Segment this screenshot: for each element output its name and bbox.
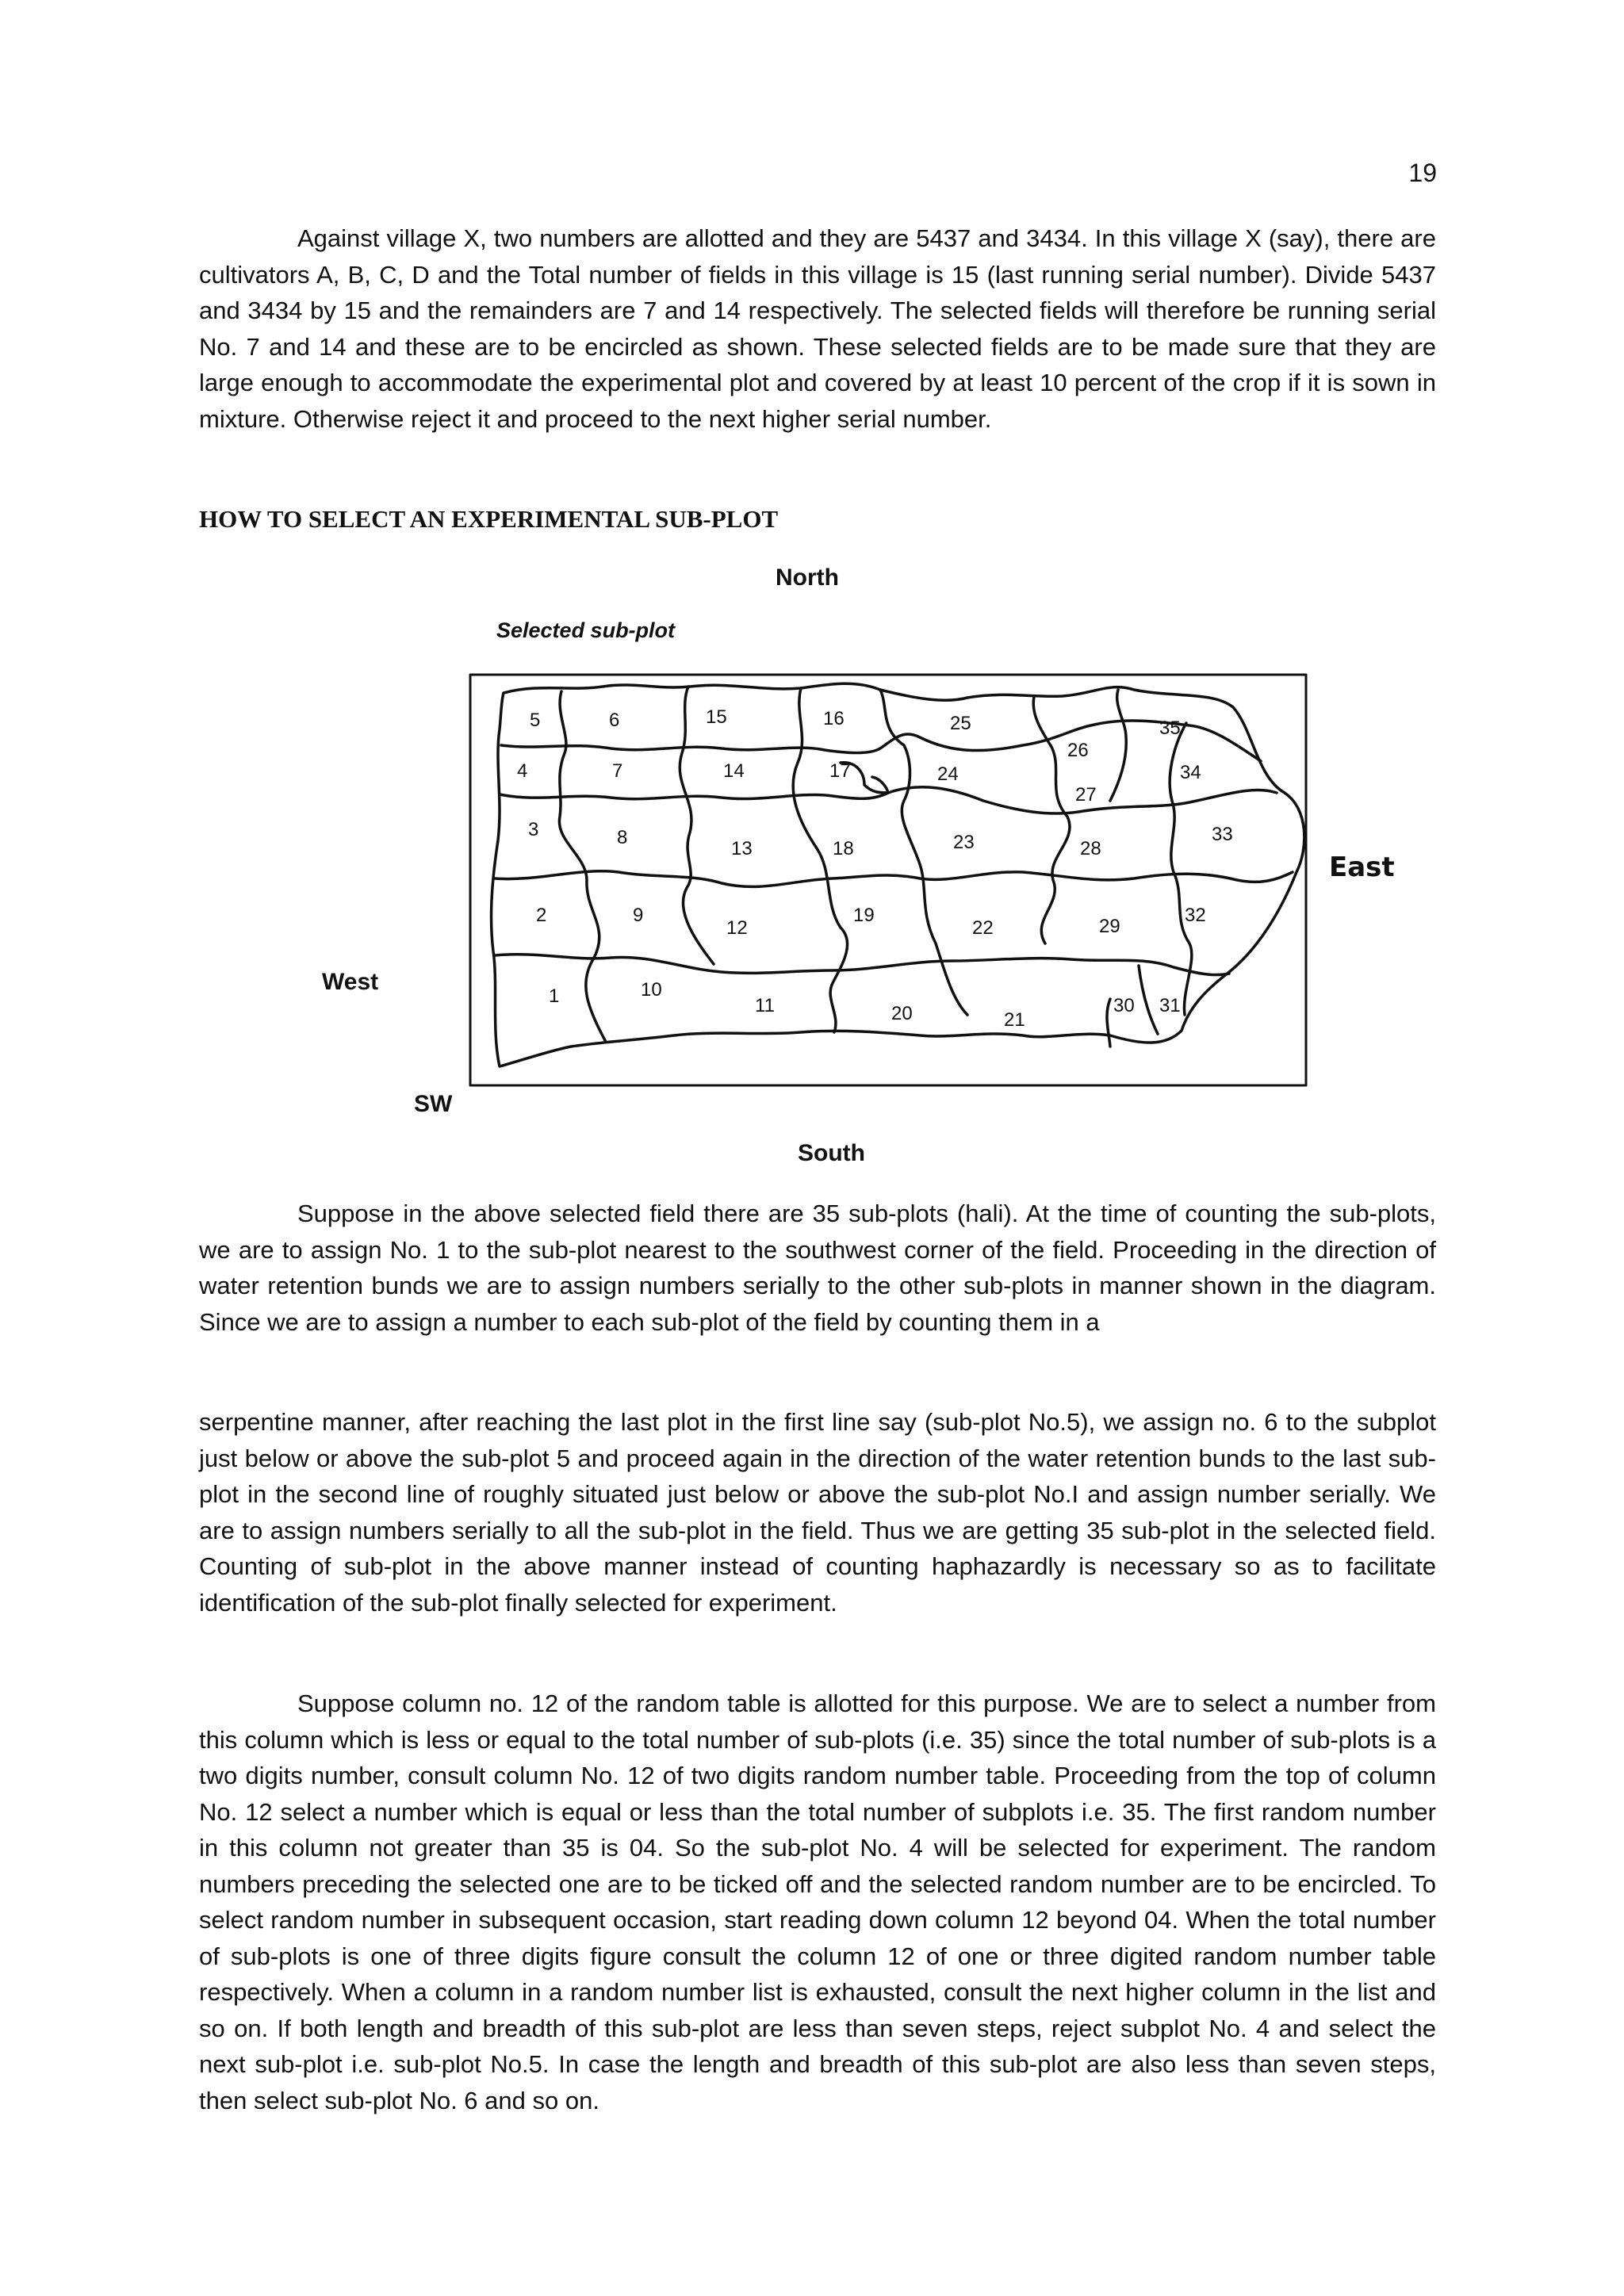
southwest-label: SW <box>414 1091 453 1117</box>
section-heading: HOW TO SELECT AN EXPERIMENTAL SUB-PLOT <box>199 505 779 533</box>
subplot-label-25: 25 <box>950 713 971 734</box>
west-label: West <box>322 969 379 995</box>
subplot-label-13: 13 <box>731 838 753 859</box>
subplot-label-18: 18 <box>833 838 854 859</box>
subplot-label-14: 14 <box>723 760 745 782</box>
subplot-label-33: 33 <box>1212 824 1233 845</box>
subplot-label-17: 17 <box>829 760 851 782</box>
subplot-label-35: 35 <box>1159 718 1181 739</box>
page-number: 19 <box>1408 159 1437 187</box>
subplot-label-32: 32 <box>1185 905 1206 926</box>
subplot-label-19: 19 <box>853 905 875 926</box>
subplot-label-28: 28 <box>1080 838 1101 859</box>
subplot-label-16: 16 <box>823 708 845 729</box>
subplot-label-20: 20 <box>891 1003 913 1024</box>
subplot-label-11: 11 <box>755 995 775 1016</box>
subplot-label-26: 26 <box>1067 740 1089 761</box>
north-label: North <box>776 564 839 591</box>
subplot-label-22: 22 <box>972 917 994 939</box>
subplot-label-10: 10 <box>641 979 662 1001</box>
south-label: South <box>798 1140 865 1166</box>
subplot-label-27: 27 <box>1075 784 1097 806</box>
subplot-label-8: 8 <box>617 827 628 848</box>
subplot-label-29: 29 <box>1099 916 1120 937</box>
paragraph-serpentine-counting: serpentine manner, after reaching the last plot in the first line say (sub-plot No.5), we assign no. 6 to the subplot just below or above the sub-plot 5 and proceed again in the direction of the water retention bunds to the last sub-plot in the second line of roughly situated just below or above the sub-plot No.I and assign number serially. We are to assign numbers serially to all the sub-plot in the field. Thus we are getting 35 sub-plot in the selected field. Counting of sub-plot in the above manner instead of counting haphazardly is necessary so as to facilitate identification of the sub-plot finally selected for experiment. <box>199 1408 1436 1617</box>
paragraph-subplot-counting: Suppose in the above selected field there are 35 sub-plots (hali). At the time of counting the sub-plots, we are to assign No. 1 to the sub-plot nearest to the southwest corner of the field. Proceeding in the direction of water retention bunds we are to assign numbers serially to the other sub-plots in manner shown in the diagram. Since we are to assign a number to each sub-plot of the field by counting them in a <box>199 1200 1436 1336</box>
subplot-label-5: 5 <box>530 710 541 731</box>
subplot-label-31: 31 <box>1159 995 1181 1016</box>
paragraph-village-selection: Against village X, two numbers are allotted and they are 5437 and 3434. In this village X (say), there are cultivators A, B, C, D and the Total number of fields in this village is 15 (last running serial number). Divide 5437 and 3434 by 15 and the remainders are 7 and 14 respectively. The selected fields will therefore be running serial No. 7 and 14 and these are to be encircled as shown. These selected fields are to be made sure that they are large enough to accommodate the experimental plot and covered by at least 10 percent of the crop if it is sown in mixture. Otherwise reject it and proceed to the next higher serial number. <box>199 224 1436 433</box>
east-label: East <box>1329 851 1395 883</box>
subplot-label-6: 6 <box>609 710 620 731</box>
subplot-label-7: 7 <box>612 760 623 782</box>
subplot-label-1: 1 <box>549 985 560 1007</box>
subplot-label-24: 24 <box>937 763 959 785</box>
subplot-label-21: 21 <box>1004 1009 1025 1031</box>
subplot-label-2: 2 <box>536 905 547 926</box>
subplot-label-34: 34 <box>1180 762 1201 783</box>
field-subplot-diagram <box>468 670 1308 1098</box>
paragraph-random-table: Suppose column no. 12 of the random table is allotted for this purpose. We are to select a number from this column which is less or equal to the total number of sub-plots (i.e. 35) since the total number of sub-plots is a two digits number, consult column No. 12 of two digits random number table. Proceeding from the top of column No. 12 select a number which is equal or less than the total number of subplots i.e. 35. The first random number in this column not greater than 35 is 04. So the sub-plot No. 4 will be selected for experiment. The random numbers preceding the selected one are to be ticked off and the selected random number are to be encircled. To select random number in subsequent occasion, start reading down column 12 beyond 04. When the total number of sub-plots is one of three digits figure consult the column 12 of one or three digited random number table respectively. When a column in a random number list is exhausted, consult the next higher column in the list and so on. If both length and breadth of this sub-plot are less than seven steps, reject subplot No. 4 and select the next sub-plot i.e. sub-plot No.5. In case the length and breadth of this sub-plot are also less than seven steps, then select sub-plot No. 6 and so on. <box>199 1689 1436 2114</box>
subplot-label-12: 12 <box>726 917 748 939</box>
subplot-label-9: 9 <box>633 905 644 926</box>
subplot-label-30: 30 <box>1113 995 1135 1016</box>
subplot-label-23: 23 <box>953 832 975 853</box>
selected-subplot-caption: Selected sub-plot <box>496 618 676 642</box>
subplot-label-3: 3 <box>528 819 539 840</box>
subplot-label-4: 4 <box>517 760 528 782</box>
subplot-label-15: 15 <box>706 706 727 728</box>
